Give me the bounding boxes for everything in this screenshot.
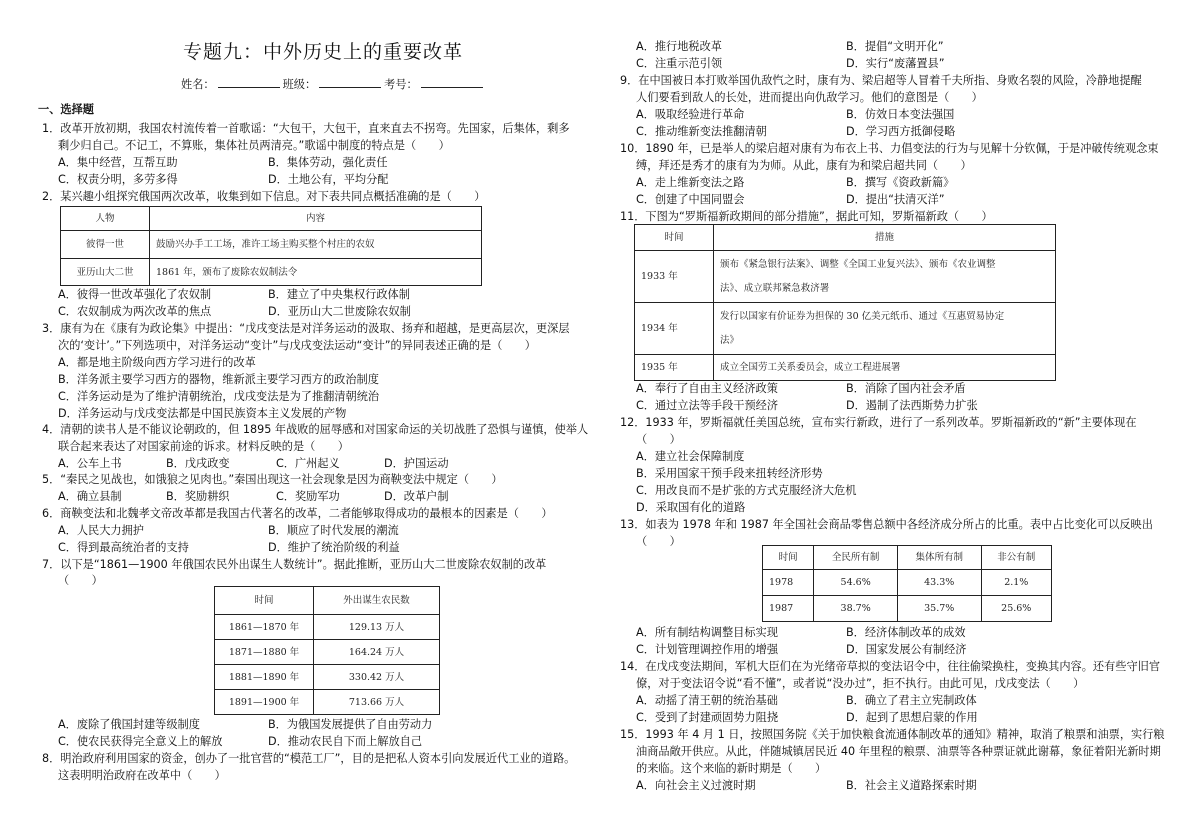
q11-table (634, 224, 1056, 381)
q13-option-d[interactable]: D．国家发展公有制经济 (846, 643, 967, 656)
table-cell: 164.24 万人 (314, 640, 440, 665)
q4-option-c[interactable]: C．广州起义 (276, 457, 340, 470)
q9-option-b[interactable]: B．仿效日本变法强国 (846, 108, 955, 121)
q1-option-d[interactable]: D．土地公有，平均分配 (268, 173, 389, 186)
q14-option-a[interactable]: A．动摇了清王朝的统治基础 (636, 694, 778, 707)
table-cell: 1978 (763, 570, 814, 596)
table-cell: 1871—1880 年 (215, 640, 314, 665)
table-header: 人物 (61, 207, 150, 231)
q9-option-a[interactable]: A．吸取经验进行革命 (636, 108, 745, 121)
q9-option-c[interactable]: C．推动维新变法推翻清朝 (636, 125, 767, 138)
q10-stem-line: 缚，拜还是秀才的康有为为师。从此，康有为和梁启超共同（ ） (636, 159, 972, 172)
table-cell: 1891—1900 年 (215, 690, 314, 715)
table-header: 全民所有制 (814, 546, 898, 570)
table-cell: 成立全国劳工关系委员会，成立工程进展署 (714, 355, 1056, 381)
q10-stem-line: 10．1890 年，已是举人的梁启超对康有为布衣上书、力倡变法的行为与见解十分钦佩，于是冲破传统观念束 (620, 142, 1159, 155)
table-header: 措施 (714, 225, 1056, 251)
q7-option-b[interactable]: B．为俄国发展提供了自由劳动力 (268, 718, 433, 731)
table-header: 内容 (150, 207, 482, 231)
q15-option-a[interactable]: A．向社会主义过渡时期 (636, 779, 756, 792)
q6-option-d[interactable]: D．维护了统治阶级的利益 (268, 541, 400, 554)
page-title: 专题九：中外历史上的重要改革 (183, 41, 464, 63)
table-header: 集体所有制 (897, 546, 981, 570)
q2-table (60, 206, 482, 286)
table-cell (714, 251, 1056, 303)
table-cell: 38.7% (814, 596, 898, 622)
q4-stem-line: 4．清朝的读书人是不能议论朝政的，但 1895 年战败的屈辱感和对国家命运的关切战胜了恐惧与谨慎，使举人 (42, 423, 589, 436)
q8-stem-line: 8．明治政府利用国家的资金，创办了一批官营的“模范工厂”，目的是把私人资本引向发展近代工业的道路。 (42, 752, 576, 765)
q3-option-b[interactable]: B．洋务派主要学习西方的器物，维新派主要学习西方的政治制度 (58, 373, 379, 386)
table-cell: 25.6% (981, 596, 1051, 622)
q15-option-b[interactable]: B．社会主义道路探索时期 (846, 779, 977, 792)
table-cell: 1987 (763, 596, 814, 622)
q2-option-b[interactable]: B．建立了中央集权行政体制 (268, 288, 410, 301)
table-cell: 亚历山大二世 (61, 259, 150, 286)
q13-stem-line: 13．如表为 1978 年和 1987 年全国社会商品零售总额中各经济成分所占的比重。表中占比变化可以反映出 (620, 518, 1153, 531)
q14-stem-line: 14．在戊戌变法期间，军机大臣们在为光绪帝草拟的变法诏令中，往往偷梁换柱，变换其内容。还有些守旧官 (620, 660, 1161, 673)
table-cell: 鼓励兴办手工工场，准许工场主购买整个村庄的农奴 (150, 231, 482, 259)
q14-option-c[interactable]: C．受到了封建顽固势力阻挠 (636, 711, 779, 724)
q11-option-c[interactable]: C．通过立法等手段干预经济 (636, 399, 779, 412)
q12-option-a[interactable]: A．建立社会保障制度 (636, 450, 745, 463)
q5-stem-line: 5．“秦民之见战也，如饿狼之见肉也。”秦国出现这一社会现象是因为商鞅变法中规定（ ） (42, 473, 503, 486)
q2-stem-line: 2．某兴趣小组探究俄国两次改革，收集到如下信息。对下表共同点概括准确的是（ ） (42, 190, 486, 203)
table-cell: 1933 年 (635, 251, 714, 303)
class-field[interactable] (319, 76, 381, 88)
q3-option-c[interactable]: C．洋务运动是为了维护清朝统治，戊戌变法是为了推翻清朝统治 (58, 390, 380, 403)
table-header: 时间 (635, 225, 714, 251)
q6-option-c[interactable]: C．得到最高统治者的支持 (58, 541, 189, 554)
q12-option-b[interactable]: B．采用国家干预手段来扭转经济形势 (636, 467, 823, 480)
q15-stem-line: 15．1993 年 4 月 1 日，按照国务院《关于加快粮食流通体制改革的通知》精神，取消了粮票和油票，实行粮 (620, 728, 1165, 741)
q8-option-d[interactable]: D．实行“废藩置县” (846, 57, 945, 70)
q1-option-c[interactable]: C．权责分明，多劳多得 (58, 173, 178, 186)
q11-option-b[interactable]: B．消除了国内社会矛盾 (846, 382, 966, 395)
q11-stem-line: 11．下图为“罗斯福新政期间的部分措施”，据此可知，罗斯福新政（ ） (620, 210, 993, 223)
q5-option-a[interactable]: A．确立县制 (58, 490, 122, 503)
table-cell: 1934 年 (635, 303, 714, 355)
q2-option-a[interactable]: A．彼得一世改革强化了农奴制 (58, 288, 212, 301)
q8-stem-line: 这表明明治政府在改革中（ ） (58, 769, 226, 782)
table-cell: 1881—1890 年 (215, 665, 314, 690)
table-header: 外出谋生农民数 (314, 587, 440, 615)
q7-option-d[interactable]: D．推动农民自下而上解放自己 (268, 735, 423, 748)
q6-option-b[interactable]: B．顺应了时代发展的潮流 (268, 524, 399, 537)
q13-option-b[interactable]: B．经济体制改革的成效 (846, 626, 966, 639)
q6-option-a[interactable]: A．人民大力拥护 (58, 524, 144, 537)
table-cell: 1861 年，颁布了废除农奴制法令 (150, 259, 482, 286)
q8-option-a[interactable]: A．推行地税改革 (636, 40, 722, 53)
q8-option-c[interactable]: C．注重示范引领 (636, 57, 723, 70)
table-cell: 35.7% (897, 596, 981, 622)
q9-option-d[interactable]: D．学习西方抵御侵略 (846, 125, 956, 138)
q3-stem-line: 次的‘变计’。”下列选项中，对洋务运动“变计”与戊戌变法运动“变计”的异同表述正确的是（ ） (58, 339, 536, 352)
table-cell (714, 303, 1056, 355)
q1-option-b[interactable]: B．集体劳动，强化责任 (268, 156, 388, 169)
student-info-row (181, 76, 486, 93)
q7-table (214, 586, 440, 715)
table-cell-line: 发行以国家有价证券为担保的 30 亿美元纸币、通过《互惠贸易协定 (720, 310, 1005, 322)
q1-option-a[interactable]: A．集中经营，互帮互助 (58, 156, 178, 169)
q9-stem-line: 人们要看到敌人的长处，进而提出向仇敌学习。他们的意图是（ ） (636, 91, 983, 104)
q12-option-d[interactable]: D．采取国有化的道路 (636, 501, 746, 514)
q14-option-d[interactable]: D．起到了思想启蒙的作用 (846, 711, 978, 724)
q5-option-c[interactable]: C．奖励军功 (276, 490, 340, 503)
q14-stem-line: 僚，对于变法诏令说“看不懂”，或者说“没办过”，拒不执行。由此可见，戊戌变法（ ） (636, 677, 1085, 690)
q13-option-c[interactable]: C．计划管理调控作用的增强 (636, 643, 779, 656)
table-header: 时间 (763, 546, 814, 570)
q15-stem-line: 油商品敞开供应。从此，伴随城镇居民近 40 年里程的粮票、油票等各种票证就此谢幕，象征着阳光新时期 (636, 745, 1161, 758)
table-cell-line: 法》 (720, 334, 740, 346)
table-cell: 2.1% (981, 570, 1051, 596)
exam-no-label: 考号： (384, 78, 418, 91)
q8-option-b[interactable]: B．提倡“文明开化” (846, 40, 944, 53)
q12-option-c[interactable]: C．用改良而不是扩张的方式克服经济大危机 (636, 484, 857, 497)
name-field[interactable] (218, 76, 280, 88)
q5-option-b[interactable]: B．奖励耕织 (166, 490, 230, 503)
q15-stem-line: 的来临。这个来临的新时期是（ ） (636, 762, 827, 775)
q10-option-b[interactable]: B．撰写《资政新篇》 (846, 176, 955, 189)
q10-option-a[interactable]: A．走上维新变法之路 (636, 176, 745, 189)
q7-option-a[interactable]: A．废除了俄国封建等级制度 (58, 718, 200, 731)
table-cell: 43.3% (897, 570, 981, 596)
q10-option-c[interactable]: C．创建了中国同盟会 (636, 193, 745, 206)
q7-stem-line: 7．以下是“1861—1900 年俄国农民外出谋生人数统计”。据此推断，亚历山大二世废除农奴制的改革 (42, 558, 547, 571)
table-cell: 129.13 万人 (314, 615, 440, 640)
q4-option-a[interactable]: A．公车上书 (58, 457, 122, 470)
q12-stem-line: 12．1933 年，罗斯福就任美国总统，宣布实行新政，进行了一系列改革。罗斯福新政的“新”主要体现在 (620, 416, 1137, 429)
q3-option-a[interactable]: A．都是地主阶级向西方学习进行的改革 (58, 356, 256, 369)
table-header: 非公有制 (981, 546, 1051, 570)
section-heading: 一、选择题 (38, 103, 94, 116)
table-cell: 彼得一世 (61, 231, 150, 259)
q4-stem-line: 联合起来表达了对国家前途的诉求。材料反映的是（ ） (58, 440, 349, 453)
table-cell: 1935 年 (635, 355, 714, 381)
q5-option-d[interactable]: D．改革户制 (384, 490, 449, 503)
q13-table (762, 545, 1052, 622)
q2-option-c[interactable]: C．农奴制成为两次改革的焦点 (58, 305, 212, 318)
q3-option-d[interactable]: D．洋务运动与戊戌变法都是中国民族资本主义发展的产物 (58, 407, 347, 420)
table-header: 时间 (215, 587, 314, 615)
q2-option-d[interactable]: D．亚历山大二世废除农奴制 (268, 305, 411, 318)
q1-stem-line: 剩少归自己。不记工，不算账，集体社员两清亮。”歌谣中制度的特点是（ ） (58, 139, 450, 152)
q7-option-c[interactable]: C．使农民获得完全意义上的解放 (58, 735, 223, 748)
q3-stem-line: 3．康有为在《康有为政论集》中提出：“戊戌变法是对洋务运动的汲取、扬弃和超越，是更高层次，更深层 (42, 322, 570, 335)
q11-option-d[interactable]: D．遏制了法西斯势力扩张 (846, 399, 978, 412)
table-cell: 330.42 万人 (314, 665, 440, 690)
q4-option-b[interactable]: B．戊戌政变 (166, 457, 230, 470)
q7-stem-line: （ ） (58, 574, 103, 587)
q14-option-b[interactable]: B．确立了君主立宪制政体 (846, 694, 977, 707)
class-label: 班级： (282, 78, 317, 91)
table-cell-line: 颁布《紧急银行法案》、调整《全国工业复兴法》、颁布《农业调整 (720, 258, 996, 270)
exam-no-field[interactable] (421, 76, 483, 88)
q11-option-a[interactable]: A．奉行了自由主义经济政策 (636, 382, 778, 395)
q1-stem-line: 1．改革开放初期，我国农村流传着一首歌谣：“大包干，大包干，直来直去不拐弯。先国家，后集体，剩多 (42, 122, 570, 135)
q4-option-d[interactable]: D．护国运动 (384, 457, 449, 470)
q6-stem-line: 6．商鞅变法和北魏孝文帝改革都是我国古代著名的改革，二者能够取得成功的最根本的因素是（ ） (42, 507, 553, 520)
table-cell: 54.6% (814, 570, 898, 596)
table-cell-line: 法》、成立联邦紧急救济署 (720, 282, 830, 294)
q13-stem-line: （ ） (636, 535, 681, 548)
q10-option-d[interactable]: D．提出“扶清灭洋” (846, 193, 945, 206)
table-cell: 713.66 万人 (314, 690, 440, 715)
q13-option-a[interactable]: A．所有制结构调整目标实现 (636, 626, 778, 639)
table-cell: 1861—1870 年 (215, 615, 314, 640)
q9-stem-line: 9．在中国被日本打败举国仇敌忾之时，康有为、梁启超等人冒着千夫所指、身败名裂的风险，冷静地提醒 (620, 74, 1142, 87)
name-label: 姓名： (181, 78, 215, 91)
q12-stem-line: （ ） (636, 433, 681, 446)
